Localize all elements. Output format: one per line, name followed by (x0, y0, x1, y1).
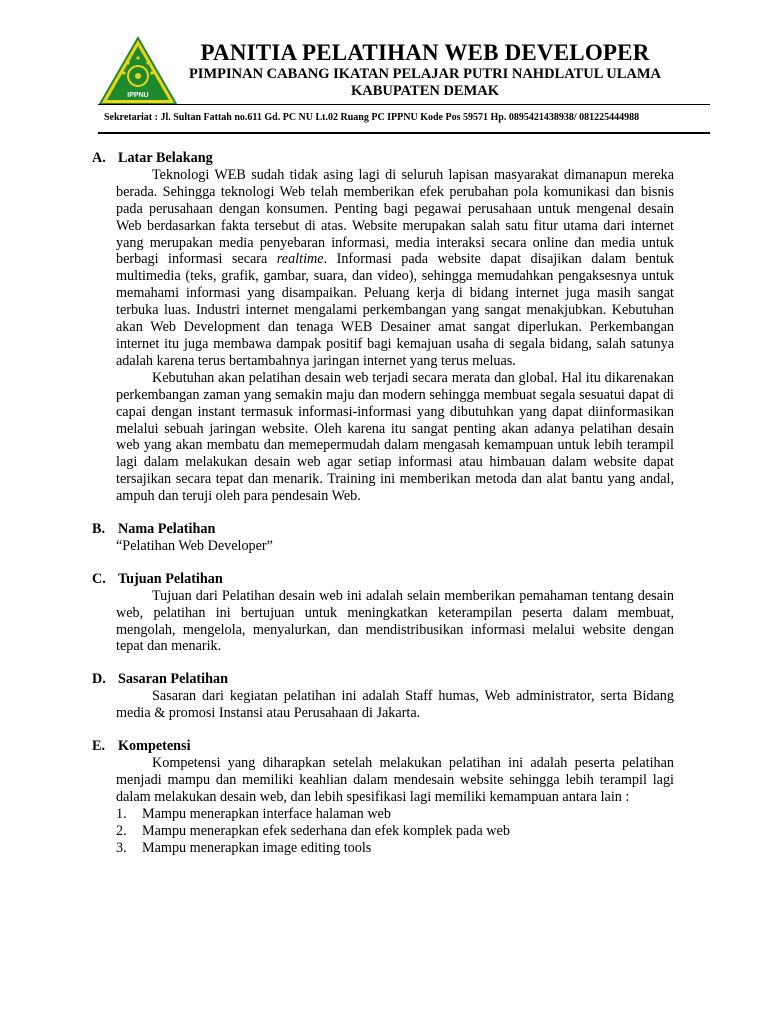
svg-text:IPPNU: IPPNU (127, 92, 149, 99)
list-text: Mampu menerapkan interface halaman web (142, 805, 391, 822)
paragraph: Tujuan dari Pelatihan desain web ini adalah selain memberikan pemahaman tentang desain web, pelatihan ini bertujuan untuk meningkatkan keterampilan peserta dalam membuat, mengolah, mengelola, menyalurkan, dan mendistribusikan informasi melalui website dengan tepat dan menarik. (116, 587, 674, 655)
competency-list (92, 806, 674, 857)
paragraph: Kompetensi yang diharapkan setelah melakukan pelatihan ini adalah peserta pelatihan menjadi mampu dan memiliki keahlian dalam mendesain website sehingga lebih terampil lagi dalam melakukan desain web, dan lebih spesifikasi lagi memiliki kemampuan antara lain : (116, 755, 674, 805)
list-item (116, 823, 674, 840)
section-heading (92, 150, 674, 167)
secretariat-address: Sekretariat : Jl. Sultan Fattah no.611 Gd. PC NU Lt.02 Ruang PC IPPNU Kode Pos 59571 Hp. 0895421438938/ 081225444988 (104, 112, 640, 123)
section-heading (92, 671, 674, 688)
section-body (92, 588, 674, 656)
section-heading (92, 738, 674, 755)
ippnu-logo (98, 36, 178, 106)
subtitle-line-2: KABUPATEN DEMAK (350, 83, 500, 99)
section-tujuan-pelatihan (92, 571, 674, 656)
list-number: 1. (116, 805, 127, 822)
section-sasaran-pelatihan (92, 671, 674, 722)
letterhead (0, 0, 768, 140)
list-item (116, 840, 674, 857)
list-number: 3. (116, 839, 127, 856)
document-body (92, 150, 674, 872)
section-body (92, 688, 674, 722)
paragraph: Kebutuhan akan pelatihan desain web terjadi secara merata dan global. Hal itu dikarenakan perkembangan zaman yang semakin maju dan modern sehingga membuat segala sesuatui dapat di capai dengan instant termasuk informasi-informasi yang dibutuhkan yang dapat diinformasikan melalui sebuah jaringan website. Oleh karena itu sangat penting akan adanya pelatihan desain web yang akan membatu dan memepermudah dalam mengasah kemampuan untuk lebih terampil lagi dalam melakukan desain web agar setiap informasi atau himbauan dalam website dapat tersajikan secara tepat dan menarik. Training ini memberikan metoda dan alat bantu yang andal, ampuh dan teruji oleh para pendesain Web. (116, 369, 674, 505)
paragraph-text: . Informasi pada website dapat disajikan dalam bentuk multimedia (teks, grafik, gambar, suara, dan video), sehingga memudahkan pengaksesnya untuk memahami informasi yang disampaikan. Peluang kerja di bidang internet juga masih sangat terbuka luas. Industri internet mengalami perkembangan yang sangat menakjubkan. Kebutuhan akan Web Development dan tenaga WEB Desainer amat sangat diperlukan. Perkembangan internet itu juga membawa dampak positif bagi kemajuan usaha di segala bidang, salah satunya adalah karena terus bertambahnya jaringan internet yang terus meluas. (116, 251, 674, 369)
section-latar-belakang (92, 150, 674, 505)
section-letter: A. (92, 150, 106, 166)
section-heading (92, 571, 674, 588)
section-nama-pelatihan (92, 521, 674, 555)
paragraph (116, 167, 674, 370)
organization-title: PANITIA PELATIHAN WEB DEVELOPER (200, 40, 650, 65)
section-title: Nama Pelatihan (118, 521, 216, 538)
section-title: Kompetensi (118, 738, 191, 755)
subtitle-line-1: PIMPINAN CABANG IKATAN PELAJAR PUTRI NAHDLATUL ULAMA (188, 66, 662, 82)
section-letter: E. (92, 738, 106, 755)
list-item (116, 806, 674, 823)
organization-subtitle (180, 66, 670, 100)
section-title: Sasaran Pelatihan (118, 671, 228, 688)
paragraph-text: Teknologi WEB sudah tidak asing lagi di seluruh lapisan masyarakat dimanapun mereka berada. Sehingga teknologi Web telah memberikan efek perubahan pola komunikasi dan bisnis pada perusahaan dengan konsumen. Penting bagi pegawai perusahaan untuk mengenal desain Web berdasarkan fakta tersebut di atas. Website merupakan salah satu fitur utama dari internet yang merupakan media penyebaran informasi, media interaksi secara online dan media untuk berbagi informasi secara (116, 166, 674, 268)
section-letter: C. (92, 570, 106, 587)
italic-term: realtime (276, 251, 324, 268)
section-title: Latar Belakang (118, 150, 213, 166)
section-title: Tujuan Pelatihan (118, 570, 223, 587)
section-heading (92, 521, 674, 538)
header-rule-top (98, 104, 710, 105)
header-rule-bottom (98, 132, 710, 134)
list-text: Mampu menerapkan efek sederhana dan efek komplek pada web (142, 822, 510, 839)
list-number: 2. (116, 822, 127, 839)
training-name: “Pelatihan Web Developer” (116, 537, 273, 554)
list-text: Mampu menerapkan image editing tools (142, 839, 372, 856)
section-body (92, 755, 674, 806)
section-kompetensi (92, 738, 674, 856)
paragraph: Sasaran dari kegiatan pelatihan ini adalah Staff humas, Web administrator, serta Bidang media & promosi Instansi atau Perusahaan di Jakarta. (116, 688, 674, 722)
section-letter: D. (92, 671, 106, 688)
section-letter: B. (92, 521, 106, 538)
section-body (92, 167, 674, 505)
